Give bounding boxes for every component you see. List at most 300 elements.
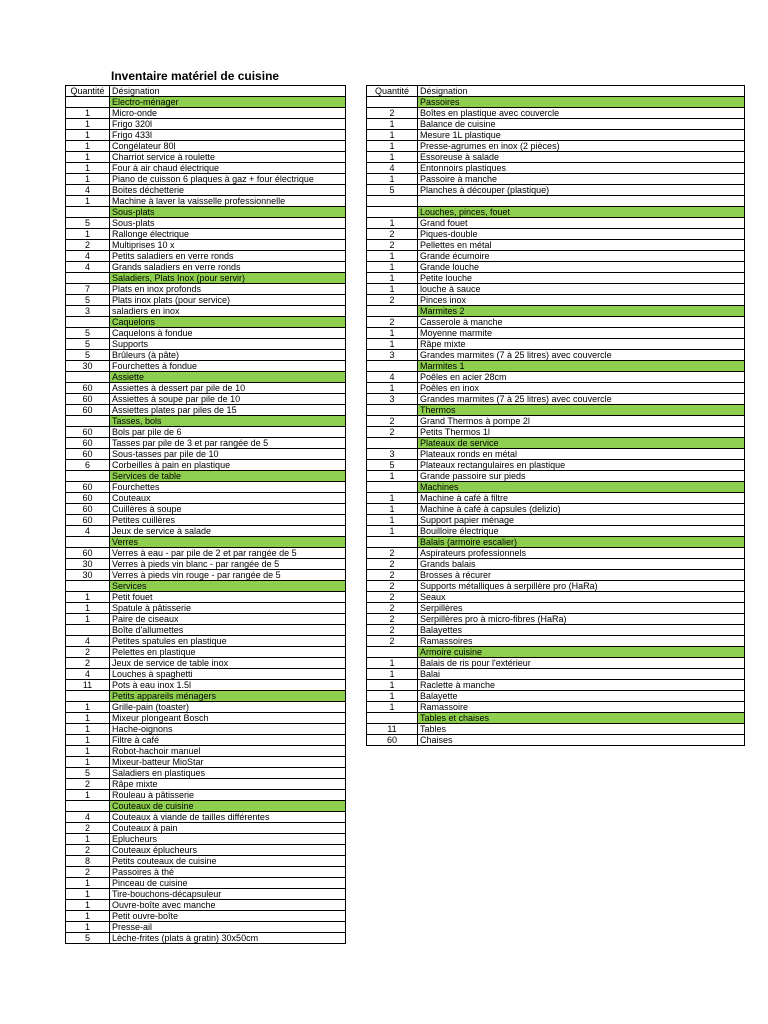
table-row xyxy=(367,240,745,251)
section-header-row xyxy=(66,801,346,812)
table-row xyxy=(66,911,346,922)
section-label: Thermos xyxy=(418,405,745,416)
table-row xyxy=(66,383,346,394)
quantity-cell: 2 xyxy=(66,867,110,878)
table-row xyxy=(66,834,346,845)
quantity-cell: 11 xyxy=(66,680,110,691)
designation-cell: Tasses par pile de 3 et par rangée de 5 xyxy=(110,438,346,449)
quantity-cell: 1 xyxy=(66,735,110,746)
section-label: Tasses, bols xyxy=(110,416,346,427)
qty-header: Quantité xyxy=(66,86,110,97)
quantity-cell: 2 xyxy=(367,427,418,438)
designation-cell: Grille-pain (toaster) xyxy=(110,702,346,713)
designation-cell: Rouleau à pâtisserie xyxy=(110,790,346,801)
designation-cell: Balayette xyxy=(418,691,745,702)
section-header-row xyxy=(367,438,745,449)
quantity-cell: 3 xyxy=(367,394,418,405)
table-row xyxy=(367,449,745,460)
designation-cell: Balance de cuisine xyxy=(418,119,745,130)
designation-cell: Plateaux rectangulaires en plastique xyxy=(418,460,745,471)
designation-cell: Brûleurs (à pâte) xyxy=(110,350,346,361)
table-row xyxy=(367,284,745,295)
quantity-cell: 1 xyxy=(66,108,110,119)
table-row xyxy=(367,251,745,262)
table-row xyxy=(367,416,745,427)
section-header-row xyxy=(66,372,346,383)
designation-cell: Presse-ail xyxy=(110,922,346,933)
designation-cell: Mixeur plongeant Bosch xyxy=(110,713,346,724)
table-row xyxy=(66,856,346,867)
quantity-cell: 1 xyxy=(66,163,110,174)
quantity-cell: 2 xyxy=(367,614,418,625)
designation-cell: Poêles en inox xyxy=(418,383,745,394)
designation-cell: Entonnoirs plastiques xyxy=(418,163,745,174)
designation-cell: Couteaux xyxy=(110,493,346,504)
quantity-cell xyxy=(367,361,418,372)
section-header-row xyxy=(367,713,745,724)
table-row xyxy=(367,691,745,702)
quantity-cell: 60 xyxy=(66,394,110,405)
designation-cell: Jeux de service de table inox xyxy=(110,658,346,669)
designation-cell: Spatule à pâtisserie xyxy=(110,603,346,614)
table-row xyxy=(367,163,745,174)
table-row xyxy=(66,350,346,361)
table-row xyxy=(367,724,745,735)
quantity-cell xyxy=(66,372,110,383)
quantity-cell: 3 xyxy=(367,449,418,460)
table-row xyxy=(367,592,745,603)
quantity-cell xyxy=(66,581,110,592)
quantity-cell: 2 xyxy=(367,592,418,603)
section-header-row xyxy=(367,306,745,317)
designation-cell: Grande passoire sur pieds xyxy=(418,471,745,482)
quantity-cell: 4 xyxy=(66,526,110,537)
quantity-cell: 4 xyxy=(66,812,110,823)
quantity-cell: 11 xyxy=(367,724,418,735)
quantity-cell: 3 xyxy=(66,306,110,317)
table-row xyxy=(367,317,745,328)
table-row xyxy=(66,262,346,273)
table-row xyxy=(367,218,745,229)
table-row xyxy=(367,152,745,163)
quantity-cell: 2 xyxy=(367,625,418,636)
table-row xyxy=(367,460,745,471)
table-row xyxy=(367,141,745,152)
designation-cell: Grandes marmites (7 à 25 litres) avec couvercle xyxy=(418,350,745,361)
section-header-row xyxy=(66,207,346,218)
designation-cell: Hache-oignons xyxy=(110,724,346,735)
quantity-cell: 2 xyxy=(367,570,418,581)
table-row xyxy=(66,229,346,240)
desc-header: Désignation xyxy=(418,86,745,97)
quantity-cell: 7 xyxy=(66,284,110,295)
designation-cell: Pellettes en métal xyxy=(418,240,745,251)
table-row xyxy=(66,570,346,581)
designation-cell: Verres à pieds vin blanc - par rangée de 5 xyxy=(110,559,346,570)
quantity-cell xyxy=(367,196,418,207)
quantity-cell: 1 xyxy=(367,504,418,515)
table-row xyxy=(367,196,745,207)
quantity-cell: 2 xyxy=(66,647,110,658)
designation-cell: saladiers en inox xyxy=(110,306,346,317)
designation-cell: Ramassoires xyxy=(418,636,745,647)
table-row xyxy=(66,240,346,251)
designation-cell: Grande louche xyxy=(418,262,745,273)
table-row xyxy=(66,735,346,746)
designation-cell: Ramassoire xyxy=(418,702,745,713)
quantity-cell: 1 xyxy=(66,746,110,757)
quantity-cell: 1 xyxy=(367,262,418,273)
quantity-cell: 1 xyxy=(367,680,418,691)
quantity-cell: 30 xyxy=(66,559,110,570)
table-row xyxy=(66,438,346,449)
section-header-row xyxy=(66,537,346,548)
quantity-cell xyxy=(66,416,110,427)
quantity-cell: 1 xyxy=(367,273,418,284)
quantity-cell: 2 xyxy=(367,240,418,251)
designation-cell: Presse-agrumes en inox (2 pièces) xyxy=(418,141,745,152)
section-header-row xyxy=(367,537,745,548)
quantity-cell: 2 xyxy=(66,779,110,790)
quantity-cell: 4 xyxy=(66,262,110,273)
table-row xyxy=(66,768,346,779)
quantity-cell: 2 xyxy=(367,295,418,306)
quantity-cell: 2 xyxy=(367,548,418,559)
quantity-cell: 1 xyxy=(66,713,110,724)
table-row xyxy=(66,636,346,647)
quantity-cell: 1 xyxy=(367,141,418,152)
table-row xyxy=(66,614,346,625)
quantity-cell: 60 xyxy=(66,515,110,526)
table-row xyxy=(66,460,346,471)
quantity-cell: 1 xyxy=(367,669,418,680)
quantity-cell: 2 xyxy=(367,416,418,427)
table-row xyxy=(66,482,346,493)
quantity-cell: 5 xyxy=(66,328,110,339)
quantity-cell xyxy=(367,537,418,548)
table-row xyxy=(66,900,346,911)
section-label: Services xyxy=(110,581,346,592)
quantity-cell: 60 xyxy=(66,438,110,449)
quantity-cell: 5 xyxy=(66,768,110,779)
section-label: Services de table xyxy=(110,471,346,482)
quantity-cell: 1 xyxy=(66,922,110,933)
quantity-cell: 1 xyxy=(367,339,418,350)
quantity-cell: 4 xyxy=(367,372,418,383)
designation-cell: Filtre à café xyxy=(110,735,346,746)
table-row xyxy=(367,185,745,196)
designation-cell: Verres à eau - par pile de 2 et par rangée de 5 xyxy=(110,548,346,559)
quantity-cell: 4 xyxy=(66,185,110,196)
designation-cell: Louches à spaghetti xyxy=(110,669,346,680)
quantity-cell: 4 xyxy=(66,669,110,680)
designation-cell: Saladiers en plastiques xyxy=(110,768,346,779)
table-header xyxy=(367,86,745,97)
quantity-cell: 1 xyxy=(66,614,110,625)
quantity-cell: 60 xyxy=(367,735,418,746)
designation-cell: Tire-bouchons-décapsuleur xyxy=(110,889,346,900)
table-row xyxy=(367,603,745,614)
quantity-cell: 1 xyxy=(66,603,110,614)
designation-cell: Bols par pile de 6 xyxy=(110,427,346,438)
quantity-cell: 1 xyxy=(367,284,418,295)
designation-cell: Essoreuse à salade xyxy=(418,152,745,163)
quantity-cell: 60 xyxy=(66,548,110,559)
designation-cell: Verres à pieds vin rouge - par rangée de 5 xyxy=(110,570,346,581)
designation-cell: Supports métalliques à serpillère pro (HaRa) xyxy=(418,581,745,592)
table-row xyxy=(367,130,745,141)
table-row xyxy=(66,163,346,174)
quantity-cell xyxy=(367,713,418,724)
quantity-cell: 2 xyxy=(66,845,110,856)
section-label: Saladiers, Plats Inox (pour servir) xyxy=(110,273,346,284)
quantity-cell: 1 xyxy=(66,878,110,889)
table-row xyxy=(367,229,745,240)
section-header-row xyxy=(66,97,346,108)
section-label: Electro-ménager xyxy=(110,97,346,108)
designation-cell: Multiprises 10 x xyxy=(110,240,346,251)
qty-header: Quantité xyxy=(367,86,418,97)
designation-cell: Passoires à thé xyxy=(110,867,346,878)
table-row xyxy=(66,405,346,416)
table-row xyxy=(66,427,346,438)
table-row xyxy=(367,504,745,515)
table-row xyxy=(66,746,346,757)
section-header-row xyxy=(367,361,745,372)
designation-cell: Assiettes à dessert par pile de 10 xyxy=(110,383,346,394)
quantity-cell: 1 xyxy=(66,174,110,185)
quantity-cell: 2 xyxy=(367,559,418,570)
quantity-cell: 5 xyxy=(66,350,110,361)
quantity-cell xyxy=(367,207,418,218)
table-row xyxy=(66,724,346,735)
quantity-cell: 1 xyxy=(66,900,110,911)
designation-cell: Moyenne marmite xyxy=(418,328,745,339)
table-row xyxy=(66,658,346,669)
section-header-row xyxy=(66,317,346,328)
designation-cell: Grands balais xyxy=(418,559,745,570)
quantity-cell: 1 xyxy=(367,471,418,482)
table-row xyxy=(66,295,346,306)
table-row xyxy=(66,515,346,526)
table-row xyxy=(367,328,745,339)
quantity-cell: 5 xyxy=(66,218,110,229)
quantity-cell: 5 xyxy=(66,295,110,306)
section-header-row xyxy=(66,581,346,592)
quantity-cell xyxy=(66,691,110,702)
designation-cell: Four à air chaud électrique xyxy=(110,163,346,174)
designation-cell: Machine à café à capsules (delizio) xyxy=(418,504,745,515)
quantity-cell: 5 xyxy=(66,339,110,350)
section-label: Louches, pinces, fouet xyxy=(418,207,745,218)
table-row xyxy=(367,614,745,625)
designation-cell: Petit fouet xyxy=(110,592,346,603)
quantity-cell: 1 xyxy=(367,119,418,130)
quantity-cell: 1 xyxy=(66,790,110,801)
section-header-row xyxy=(367,207,745,218)
quantity-cell: 60 xyxy=(66,493,110,504)
table-row xyxy=(66,174,346,185)
designation-cell: Paire de ciseaux xyxy=(110,614,346,625)
designation-cell xyxy=(418,196,745,207)
quantity-cell: 1 xyxy=(367,383,418,394)
quantity-cell: 2 xyxy=(66,823,110,834)
designation-cell: Pots à eau inox 1.5l xyxy=(110,680,346,691)
quantity-cell xyxy=(66,537,110,548)
quantity-cell: 1 xyxy=(367,702,418,713)
quantity-cell: 3 xyxy=(367,350,418,361)
quantity-cell: 2 xyxy=(367,229,418,240)
table-row xyxy=(367,581,745,592)
quantity-cell xyxy=(66,97,110,108)
section-header-row xyxy=(367,482,745,493)
designation-cell: Eplucheurs xyxy=(110,834,346,845)
table-row xyxy=(367,394,745,405)
quantity-cell: 1 xyxy=(66,130,110,141)
table-row xyxy=(66,119,346,130)
quantity-cell: 1 xyxy=(66,196,110,207)
quantity-cell: 30 xyxy=(66,570,110,581)
table-row xyxy=(367,273,745,284)
table-row xyxy=(66,339,346,350)
designation-cell: Plats inox plats (pour service) xyxy=(110,295,346,306)
designation-cell: Supports xyxy=(110,339,346,350)
designation-cell: Balayettes xyxy=(418,625,745,636)
section-label: Tables et chaises xyxy=(418,713,745,724)
table-row xyxy=(367,174,745,185)
table-row xyxy=(66,603,346,614)
table-row xyxy=(66,306,346,317)
quantity-cell: 2 xyxy=(367,581,418,592)
designation-cell: Bouilloire électrique xyxy=(418,526,745,537)
section-header-row xyxy=(66,691,346,702)
designation-cell: Chaises xyxy=(418,735,745,746)
table-row xyxy=(367,295,745,306)
table-row xyxy=(66,559,346,570)
designation-cell: Grandes marmites (7 à 25 litres) avec couvercle xyxy=(418,394,745,405)
quantity-cell: 60 xyxy=(66,405,110,416)
quantity-cell: 1 xyxy=(367,152,418,163)
table-row xyxy=(66,196,346,207)
quantity-cell: 1 xyxy=(367,691,418,702)
quantity-cell: 6 xyxy=(66,460,110,471)
designation-cell: Balais de ris pour l'extérieur xyxy=(418,658,745,669)
designation-cell: Piques-double xyxy=(418,229,745,240)
designation-cell: Pelettes en plastique xyxy=(110,647,346,658)
quantity-cell: 1 xyxy=(66,757,110,768)
table-row xyxy=(367,735,745,746)
table-row xyxy=(66,922,346,933)
designation-cell: Grands saladiers en verre ronds xyxy=(110,262,346,273)
table-row xyxy=(66,152,346,163)
table-row xyxy=(66,812,346,823)
quantity-cell: 1 xyxy=(367,658,418,669)
table-row xyxy=(66,933,346,944)
section-label: Verres xyxy=(110,537,346,548)
designation-cell: Mixeur-batteur MioStar xyxy=(110,757,346,768)
quantity-cell: 2 xyxy=(66,658,110,669)
designation-cell: Plats en inox profonds xyxy=(110,284,346,295)
quantity-cell: 60 xyxy=(66,504,110,515)
inventory-table-right xyxy=(366,85,745,746)
table-row xyxy=(367,658,745,669)
table-row xyxy=(66,493,346,504)
designation-cell: Mesure 1L plastique xyxy=(418,130,745,141)
table-row xyxy=(66,185,346,196)
quantity-cell: 1 xyxy=(66,152,110,163)
designation-cell: Plateaux ronds en métal xyxy=(418,449,745,460)
quantity-cell: 1 xyxy=(66,724,110,735)
designation-cell: Balai xyxy=(418,669,745,680)
quantity-cell: 8 xyxy=(66,856,110,867)
section-label: Marmites 1 xyxy=(418,361,745,372)
table-row xyxy=(367,702,745,713)
table-row xyxy=(66,647,346,658)
quantity-cell: 60 xyxy=(66,482,110,493)
designation-cell: Ouvre-boîte avec manche xyxy=(110,900,346,911)
table-row xyxy=(367,471,745,482)
quantity-cell xyxy=(66,801,110,812)
table-row xyxy=(66,328,346,339)
designation-cell: Couteaux à pain xyxy=(110,823,346,834)
table-row xyxy=(367,548,745,559)
quantity-cell: 1 xyxy=(367,493,418,504)
designation-cell: Râpe mixte xyxy=(110,779,346,790)
designation-cell: Fourchettes à fondue xyxy=(110,361,346,372)
table-row xyxy=(66,823,346,834)
table-row xyxy=(66,680,346,691)
designation-cell: Petit ouvre-boîte xyxy=(110,911,346,922)
quantity-cell xyxy=(66,625,110,636)
table-row xyxy=(66,845,346,856)
quantity-cell: 1 xyxy=(367,328,418,339)
section-label: Assiette xyxy=(110,372,346,383)
designation-cell: Robot-hachoir manuel xyxy=(110,746,346,757)
designation-cell: Sous-tasses par pile de 10 xyxy=(110,449,346,460)
table-row xyxy=(367,625,745,636)
quantity-cell: 1 xyxy=(367,526,418,537)
designation-cell: Couteaux éplucheurs xyxy=(110,845,346,856)
designation-cell: Petites spatules en plastique xyxy=(110,636,346,647)
quantity-cell: 60 xyxy=(66,449,110,460)
table-row xyxy=(367,119,745,130)
designation-cell: Grande écumoire xyxy=(418,251,745,262)
quantity-cell: 1 xyxy=(367,130,418,141)
section-label: Couteaux de cuisine xyxy=(110,801,346,812)
designation-cell: Rallonge électrique xyxy=(110,229,346,240)
quantity-cell: 60 xyxy=(66,427,110,438)
section-label: Caquelons xyxy=(110,317,346,328)
table-row xyxy=(66,361,346,372)
table-row xyxy=(66,702,346,713)
designation-cell: Boites déchetterie xyxy=(110,185,346,196)
designation-cell: Serpillères pro à micro-fibres (HaRa) xyxy=(418,614,745,625)
designation-cell: Râpe mixte xyxy=(418,339,745,350)
section-label: Sous-plats xyxy=(110,207,346,218)
table-row xyxy=(66,867,346,878)
quantity-cell: 2 xyxy=(367,636,418,647)
section-label: Armoire cuisine xyxy=(418,647,745,658)
quantity-cell: 4 xyxy=(367,163,418,174)
quantity-cell: 1 xyxy=(66,889,110,900)
quantity-cell: 1 xyxy=(66,592,110,603)
designation-cell: Jeux de service à salade xyxy=(110,526,346,537)
designation-cell: Tables xyxy=(418,724,745,735)
quantity-cell: 60 xyxy=(66,383,110,394)
designation-cell: Congélateur 80l xyxy=(110,141,346,152)
desc-header: Désignation xyxy=(110,86,346,97)
quantity-cell xyxy=(367,97,418,108)
